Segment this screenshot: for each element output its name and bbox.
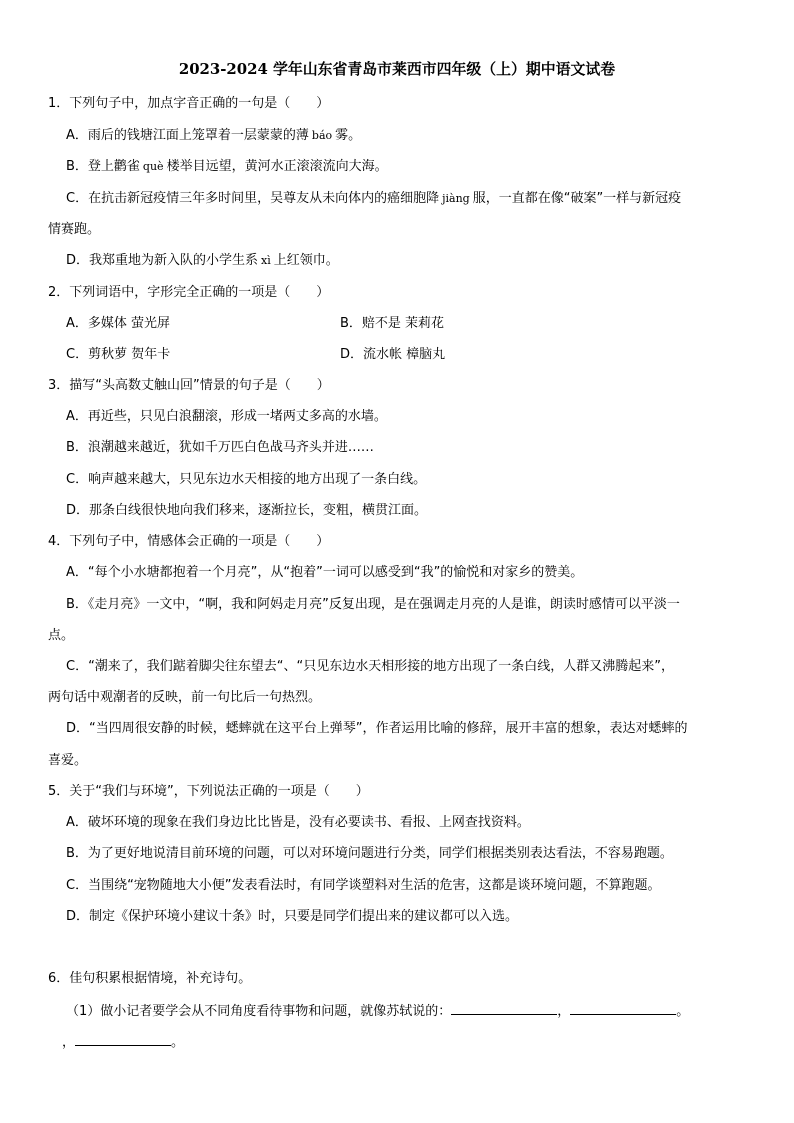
question-3-stem: 3．描写“头高数丈触山回”情景的句子是（ ） xyxy=(48,378,330,393)
question-4-option-c: C．“潮来了，我们踮着脚尖往东望去“、“只见东边水天相形接的地方出现了一条白线，人群又沸腾起来”， xyxy=(66,659,675,674)
question-2-option-b: B．赔不是 茉莉花 xyxy=(340,316,445,331)
question-5-option-c: C．当围绕“宠物随地大小便”发表看法时，有同学谈塑料对生活的危害，这都是谈环境问题，不算跑题。 xyxy=(66,878,661,893)
option-text: 上红领巾。 xyxy=(273,253,339,268)
option-text: B．登上鹳雀 xyxy=(66,159,140,174)
question-4-option-a: A．“每个小水塘都抱着一个月亮”，从“抱着”一词可以感受到“我”的愉悦和对家乡的赞美。 xyxy=(66,565,584,580)
answer-blank-1[interactable] xyxy=(451,1002,557,1015)
question-4-stem: 4．下列句子中，情感体会正确的一项是（ ） xyxy=(48,534,330,549)
question-5-option-b: B．为了更好地说清目前环境的问题，可以对环境问题进行分类，同学们根据类别表达看法，不容易跑题。 xyxy=(66,846,673,861)
question-1-option-c xyxy=(66,190,681,208)
separator: ， xyxy=(62,1035,76,1050)
question-4-option-b: B．《走月亮》一文中，“啊，我和阿妈走月亮”反复出现，是在强调走月亮的人是谁，朗读时感情可以平淡一 xyxy=(66,597,680,612)
question-1-option-b xyxy=(66,158,388,176)
answer-blank-2[interactable] xyxy=(570,1002,676,1015)
question-6-part-1 xyxy=(66,1002,689,1020)
question-1-option-a xyxy=(66,127,361,145)
answer-blank-3[interactable] xyxy=(75,1033,171,1046)
pinyin: báo xyxy=(311,129,333,142)
exam-title: 2023-2024 学年山东省青岛市莱西市四年级（上）期中语文试卷 xyxy=(178,60,616,78)
question-1-stem: 1．下列句子中，加点字音正确的一句是（ ） xyxy=(48,96,330,111)
question-4-option-d-continued: 喜爱。 xyxy=(48,753,88,768)
question-5-option-d: D．制定《保护环境小建议十条》时，只要是同学们提出来的建议都可以入选。 xyxy=(66,909,519,924)
question-6-stem: 6．佳句积累根据情境，补充诗句。 xyxy=(48,971,252,986)
option-text: A．雨后的钱塘江面上笼罩着一层蒙蒙的薄 xyxy=(66,128,309,143)
pinyin: què xyxy=(142,160,164,173)
question-3-option-a: A．再近些，只见白浪翻滚，形成一堵两丈多高的水墙。 xyxy=(66,409,387,424)
option-text: 服，一直都在像“破案”一样与新冠疫 xyxy=(472,191,682,206)
line-end: 。 xyxy=(171,1035,185,1050)
pinyin: jiàng xyxy=(442,192,470,205)
question-2-option-a: A．多媒体 萤光屏 xyxy=(66,316,171,331)
question-4-option-c-continued: 两句话中观潮者的反映，前一句比后一句热烈。 xyxy=(48,690,322,705)
question-5-stem: 5．关于“我们与环境”，下列说法正确的一项是（ ） xyxy=(48,784,369,799)
question-3-option-c: C．响声越来越大，只见东边水天相接的地方出现了一条白线。 xyxy=(66,472,427,487)
separator: ， xyxy=(557,1004,571,1019)
question-3-option-d: D．那条白线很快地向我们移来，逐渐拉长，变粗，横贯江面。 xyxy=(66,503,428,518)
question-2-option-d: D．流水帐 樟脑丸 xyxy=(340,347,446,362)
question-1-option-c-continued: 情赛跑。 xyxy=(48,222,101,237)
option-text: D．我郑重地为新入队的小学生系 xyxy=(66,253,259,268)
prompt-text: （1）做小记者要学会从不同角度看待事物和问题，就像苏轼说的： xyxy=(66,1004,452,1019)
question-2-stem: 2．下列词语中，字形完全正确的一项是（ ） xyxy=(48,285,330,300)
question-5-option-a: A．破坏环境的现象在我们身边比比皆是，没有必要读书、看报、上网查找资料。 xyxy=(66,815,530,830)
question-3-option-b: B．浪潮越来越近，犹如千万匹白色战马齐头并进…… xyxy=(66,440,374,455)
question-2-option-c: C．剪秋萝 贺年卡 xyxy=(66,347,171,362)
question-4-option-b-continued: 点。 xyxy=(48,628,75,643)
option-text: 楼举目远望，黄河水正滚滚流向大海。 xyxy=(166,159,388,174)
option-text: C．在抗击新冠疫情三年多时间里，吴尊友从未向体内的癌细胞降 xyxy=(66,191,440,206)
question-1-option-d xyxy=(66,252,339,270)
line-end: 。 xyxy=(676,1004,690,1019)
option-text: 雾。 xyxy=(335,128,362,143)
question-4-option-d: D．“当四周很安静的时候，蟋蟀就在这平台上弹琴”，作者运用比喻的修辞，展开丰富的想象，表达对蟋蟀的 xyxy=(66,721,688,736)
question-6-part-1-continued xyxy=(62,1033,184,1051)
pinyin: xì xyxy=(261,254,271,267)
